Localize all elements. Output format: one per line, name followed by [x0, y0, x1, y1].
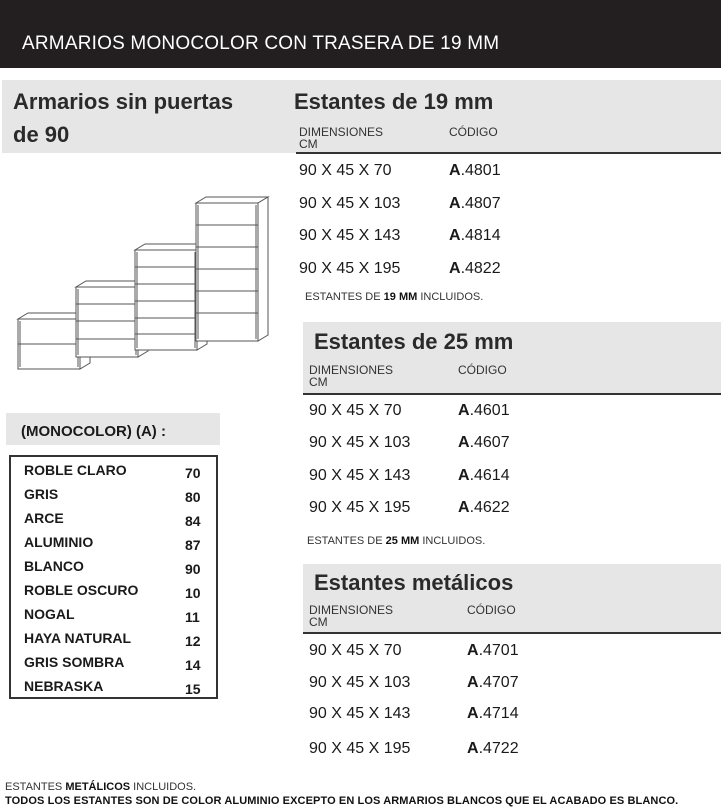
- footer-note-1: [5, 781, 196, 793]
- note-pre: ESTANTES DE: [307, 535, 386, 547]
- code-prefix: A: [458, 499, 470, 516]
- s1-row3-code: [449, 227, 501, 245]
- color-code: 70: [185, 465, 201, 481]
- code-prefix: A: [449, 260, 461, 277]
- s3-row4-code: [467, 740, 519, 758]
- section-metal-code-header: CÓDIGO: [467, 603, 516, 617]
- code-number: .4701: [478, 642, 519, 659]
- color-code: 87: [185, 537, 201, 553]
- code-number: .4707: [478, 674, 519, 691]
- section-19mm-rule: [296, 152, 721, 154]
- monocolor-label: (MONOCOLOR) (A) :: [21, 423, 166, 440]
- section-25mm-code-header: CÓDIGO: [458, 363, 507, 377]
- color-name: HAYA NATURAL: [24, 630, 132, 646]
- dim-header-unit: CM: [309, 375, 328, 389]
- color-name: GRIS: [24, 486, 59, 502]
- s3-row2-dim: 90 X 45 X 103: [309, 674, 411, 691]
- footer-note-2: TODOS LOS ESTANTES SON DE COLOR ALUMINIO EXCEPTO EN LOS ARMARIOS BLANCOS QUE EL ACABADO ES BLANCO.: [5, 795, 679, 807]
- header-title: ARMARIOS MONOCOLOR CON TRASERA DE 19 MM: [22, 33, 500, 54]
- code-prefix: A: [449, 227, 461, 244]
- color-code: 11: [185, 609, 200, 625]
- s3-row3-code: [467, 705, 519, 723]
- s2-row2-code: [458, 434, 510, 452]
- code-prefix: A: [467, 740, 479, 757]
- note-post: INCLUIDOS.: [419, 535, 486, 547]
- color-code: 80: [185, 489, 201, 505]
- code-prefix: A: [458, 402, 470, 419]
- dim-header-label: DIMENSIONES: [309, 363, 394, 377]
- color-name: ARCE: [24, 510, 64, 526]
- footer-bold: METÁLICOS: [65, 781, 131, 793]
- dim-header-unit: CM: [299, 137, 318, 151]
- section-metal-dim-header: [309, 604, 393, 628]
- s1-row3-dim: 90 X 45 X 143: [299, 227, 401, 244]
- code-number: .4722: [478, 740, 519, 757]
- note-bold: 19 MM: [383, 291, 418, 303]
- color-code: 10: [185, 585, 201, 601]
- color-code: 12: [185, 633, 201, 649]
- code-prefix: A: [458, 467, 470, 484]
- section-19mm-title: Estantes de 19 mm: [294, 89, 494, 114]
- s3-row1-dim: 90 X 45 X 70: [309, 642, 402, 659]
- section-metal-title: Estantes metálicos: [314, 570, 514, 595]
- section-25mm-rule: [303, 393, 721, 395]
- s1-row4-code: [449, 260, 501, 278]
- color-name: GRIS SOMBRA: [24, 654, 125, 670]
- s2-row1-code: [458, 402, 510, 420]
- s2-row2-dim: 90 X 45 X 103: [309, 434, 411, 451]
- section-19mm-dim-header: [299, 126, 383, 150]
- s2-row4-code: [458, 499, 510, 517]
- s2-row3-dim: 90 X 45 X 143: [309, 467, 411, 484]
- code-number: .4814: [460, 227, 501, 244]
- code-prefix: A: [467, 674, 479, 691]
- s1-row4-dim: 90 X 45 X 195: [299, 260, 401, 277]
- dim-header-label: DIMENSIONES: [309, 603, 394, 617]
- dim-header-unit: CM: [309, 615, 328, 629]
- code-number: .4622: [469, 499, 510, 516]
- s1-row1-dim: 90 X 45 X 70: [299, 162, 392, 179]
- footer-pre: ESTANTES: [5, 781, 66, 793]
- s2-note: [307, 535, 485, 547]
- s3-row4-dim: 90 X 45 X 195: [309, 740, 411, 757]
- s1-note: [305, 291, 483, 303]
- footer-post: INCLUIDOS.: [130, 781, 197, 793]
- code-number: .4614: [469, 467, 510, 484]
- section-19mm-code-header: CÓDIGO: [449, 125, 498, 139]
- color-code: 15: [185, 681, 201, 697]
- s2-row1-dim: 90 X 45 X 70: [309, 402, 402, 419]
- s3-row2-code: [467, 674, 519, 692]
- bookshelves-illustration-icon: [14, 195, 270, 375]
- note-bold: 25 MM: [385, 535, 420, 547]
- s1-row2-dim: 90 X 45 X 103: [299, 195, 401, 212]
- s1-row2-code: [449, 195, 501, 213]
- s1-row1-code: [449, 162, 501, 180]
- s2-row3-code: [458, 467, 510, 485]
- section-25mm-title: Estantes de 25 mm: [314, 329, 514, 354]
- code-prefix: A: [449, 162, 461, 179]
- dim-header-label: DIMENSIONES: [299, 125, 384, 139]
- color-list: [9, 455, 218, 699]
- code-prefix: A: [467, 642, 479, 659]
- left-title-line2: de 90: [13, 122, 70, 147]
- code-number: .4822: [460, 260, 501, 277]
- color-name: ROBLE CLARO: [24, 462, 127, 478]
- section-25mm-dim-header: [309, 364, 393, 388]
- s2-row4-dim: 90 X 45 X 195: [309, 499, 411, 516]
- code-number: .4714: [478, 705, 519, 722]
- left-title-line1: Armarios sin puertas: [13, 89, 234, 114]
- color-name: BLANCO: [24, 558, 84, 574]
- color-code: 90: [185, 561, 201, 577]
- color-code: 14: [185, 657, 201, 673]
- note-post: INCLUIDOS.: [417, 291, 484, 303]
- color-name: NOGAL: [24, 606, 75, 622]
- color-name: ROBLE OSCURO: [24, 582, 139, 598]
- code-number: .4807: [460, 195, 501, 212]
- page-header: [0, 0, 721, 68]
- code-number: .4607: [469, 434, 510, 451]
- code-prefix: A: [467, 705, 479, 722]
- code-prefix: A: [458, 434, 470, 451]
- section-metal-rule: [303, 632, 721, 634]
- code-number: .4801: [460, 162, 501, 179]
- color-code: 84: [185, 513, 201, 529]
- code-number: .4601: [469, 402, 510, 419]
- color-name: NEBRASKA: [24, 678, 104, 694]
- s3-row1-code: [467, 642, 519, 660]
- code-prefix: A: [449, 195, 461, 212]
- color-name: ALUMINIO: [24, 534, 94, 550]
- note-pre: ESTANTES DE: [305, 291, 384, 303]
- s3-row3-dim: 90 X 45 X 143: [309, 705, 411, 722]
